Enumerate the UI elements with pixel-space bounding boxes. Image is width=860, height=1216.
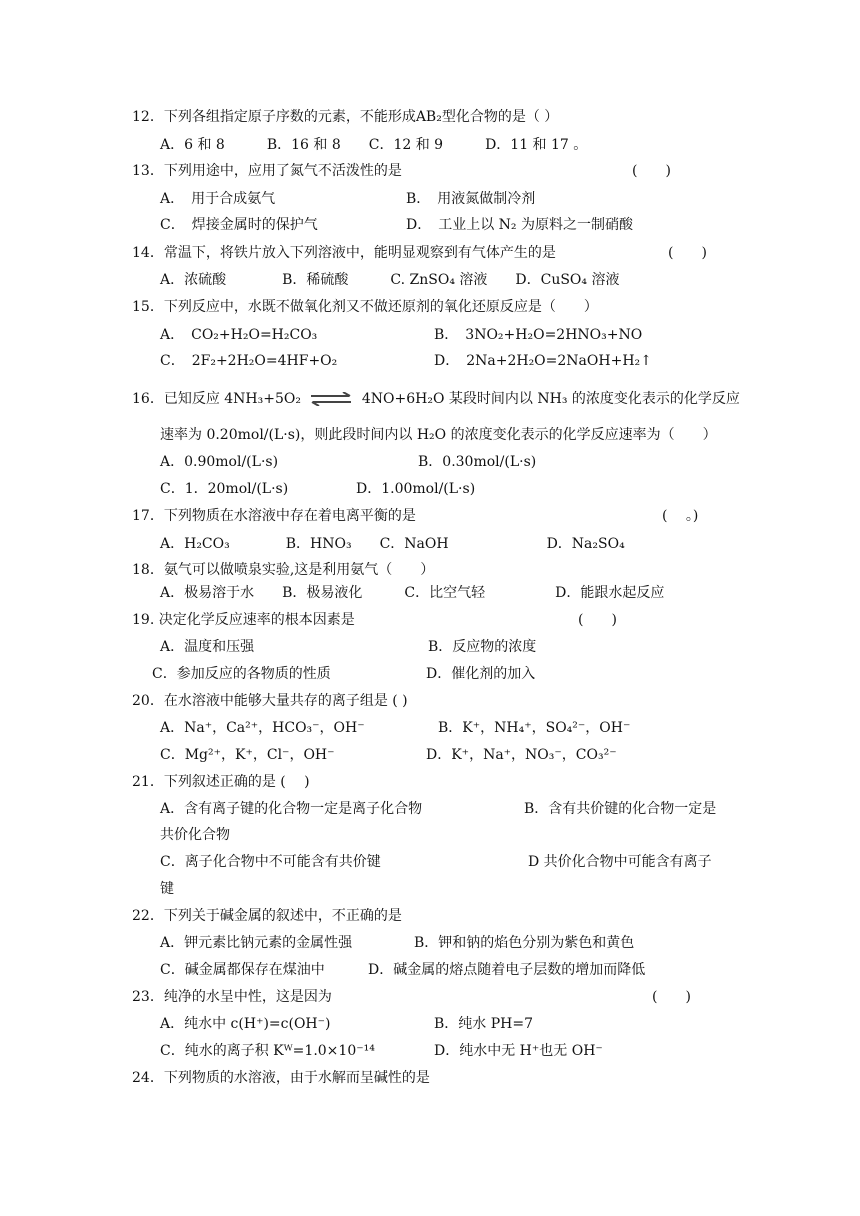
question-24-stem: 24．下列物质的水溶液，由于水解而呈碱性的是 [132, 1070, 430, 1086]
question-17-stem: 17．下列物质在水溶液中存在着电离平衡的是 [132, 508, 416, 524]
question-17-options: A．H₂CO₃ B．HNO₃ C．NaOH D．Na₂SO₄ [160, 536, 625, 552]
question-22-option-b: B．钾和钠的焰色分别为紫色和黄色 [414, 935, 635, 951]
question-14-stem: 14．常温下，将铁片放入下列溶液中，能明显观察到有气体产生的是 [132, 245, 556, 261]
question-21-option-d: D 共价化合物中可能含有离子 [528, 854, 712, 870]
question-16-stem-line1 [132, 390, 740, 408]
question-19-option-b: B．反应物的浓度 [428, 639, 537, 655]
question-21-stem: 21．下列叙述正确的是 ( ) [132, 774, 310, 790]
question-15-option-b: B． 3NO₂+H₂O=2HNO₃+NO [434, 327, 643, 343]
question-20-option-b: B．K⁺，NH₄⁺，SO₄²⁻，OH⁻ [438, 720, 631, 736]
question-21-option-d-cont: 键 [160, 881, 174, 897]
question-15-option-c: C． 2F₂+2H₂O=4HF+O₂ [160, 353, 338, 369]
question-14-options: A．浓硫酸 B．稀硫酸 C. ZnSO₄ 溶液 D．CuSO₄ 溶液 [160, 272, 620, 288]
question-16-option-a: A．0.90mol/(L·s) [160, 454, 279, 470]
question-23-option-d: D．纯水中无 H⁺也无 OH⁻ [434, 1043, 603, 1059]
question-12-options: A．6 和 8 B．16 和 8 C．12 和 9 D．11 和 17 。 [160, 137, 588, 153]
question-22-option-a: A．钾元素比钠元素的金属性强 [160, 935, 353, 951]
question-15-option-d: D． 2Na+2H₂O=2NaOH+H₂↑ [434, 353, 652, 369]
question-16-option-b: B．0.30mol/(L·s) [418, 454, 537, 470]
question-16-stem-part-b: 4NO+6H₂O 某段时间内以 NH₃ 的浓度变化表示的化学反应 [361, 391, 740, 407]
question-13-option-a: A． 用于合成氨气 [160, 191, 276, 207]
question-22-option-c: C．碱金属都保存在煤油中 [160, 962, 325, 978]
question-19-option-d: D．催化剂的加入 [426, 666, 536, 682]
question-13-option-c: C． 焊接金属时的保护气 [160, 217, 318, 233]
question-16-option-c: C．1．20mol/(L·s) [160, 481, 289, 497]
question-16-stem-part-a: 16．已知反应 4NH₃+5O₂ [132, 391, 301, 407]
reversible-arrow-icon [309, 392, 353, 406]
question-21-option-b-cont: 共价化合物 [160, 827, 230, 843]
question-19-stem: 19. 决定化学反应速率的根本因素是 [132, 612, 355, 628]
question-23-stem: 23．纯净的水呈中性，这是因为 [132, 989, 332, 1005]
question-17-bracket: ( 。) [662, 508, 699, 524]
question-16-option-d: D．1.00mol/(L·s) [356, 481, 476, 497]
question-15-option-a: A． CO₂+H₂O=H₂CO₃ [160, 327, 318, 343]
question-22-option-d: D．碱金属的熔点随着电子层数的增加而降低 [368, 962, 646, 978]
question-23-option-b: B．纯水 PH=7 [434, 1016, 534, 1032]
question-20-option-d: D．K⁺，Na⁺，NO₃⁻，CO₃²⁻ [426, 747, 617, 763]
question-13-stem: 13．下列用途中，应用了氮气不活泼性的是 [132, 163, 402, 179]
question-20-option-c: C．Mg²⁺，K⁺，Cl⁻，OH⁻ [160, 747, 335, 763]
question-13-bracket: ( ) [632, 163, 671, 179]
question-21-option-b: B．含有共价键的化合物一定是 [524, 801, 717, 817]
question-14-bracket: ( ) [668, 245, 707, 261]
question-20-stem: 20．在水溶液中能够大量共存的离子组是 ( ) [132, 693, 408, 709]
question-21-option-a: A．含有离子键的化合物一定是离子化合物 [160, 801, 423, 817]
question-21-option-c: C．离子化合物中不可能含有共价键 [160, 854, 381, 870]
question-23-option-a: A．纯水中 c(H⁺)=c(OH⁻) [160, 1016, 331, 1032]
question-20-option-a: A．Na⁺，Ca²⁺，HCO₃⁻，OH⁻ [160, 720, 365, 736]
question-13-option-d: D． 工业上以 N₂ 为原料之一制硝酸 [406, 217, 633, 233]
question-13-option-b: B． 用液氮做制冷剂 [406, 191, 536, 207]
question-19-bracket: ( ) [578, 612, 617, 628]
question-12-stem: 12．下列各组指定原子序数的元素，不能形成AB₂型化合物的是（ ） [132, 109, 559, 125]
question-18-options: A．极易溶于水 B．极易液化 C．比空气轻 D．能跟水起反应 [160, 585, 665, 601]
question-19-option-c: C．参加反应的各物质的性质 [152, 666, 331, 682]
question-18-stem: 18．氨气可以做喷泉实验,这是利用氨气（ ） [132, 562, 435, 578]
question-23-option-c: C．纯水的离子积 Kᵂ=1.0×10⁻¹⁴ [160, 1043, 375, 1059]
question-22-stem: 22．下列关于碱金属的叙述中，不正确的是 [132, 908, 402, 924]
question-15-stem: 15．下列反应中，水既不做氧化剂又不做还原剂的氧化还原反应是（ ） [132, 299, 598, 315]
question-16-stem-line2: 速率为 0.20mol/(L·s)，则此段时间内以 H₂O 的浓度变化表示的化学反应速率为（ ） [160, 427, 717, 443]
question-23-bracket: ( ) [652, 989, 691, 1005]
question-19-option-a: A．温度和压强 [160, 639, 255, 655]
